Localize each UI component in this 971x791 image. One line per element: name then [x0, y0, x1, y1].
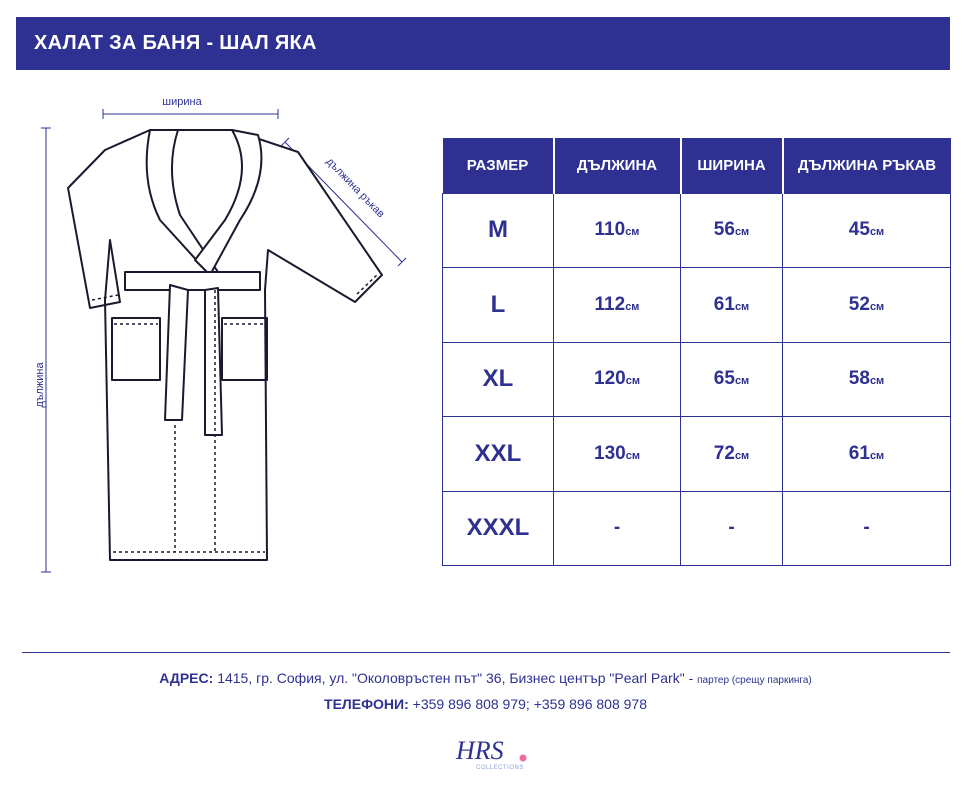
size-cell: XXXL	[443, 491, 554, 566]
width-label: ширина	[162, 96, 202, 108]
sleeve-label: дължина ръкав	[323, 155, 387, 221]
size-table	[442, 138, 951, 566]
hrs-logo	[448, 733, 538, 773]
header-sleeve: ДЪЛЖИНА РЪКАВ	[783, 138, 951, 193]
unit-label: см	[869, 375, 885, 388]
sleeve-cell: 52см	[783, 268, 951, 343]
length-cell: -	[554, 491, 681, 566]
address-note: партер (срещу паркинга)	[697, 675, 812, 686]
width-cell: -	[681, 491, 783, 566]
header-width: ШИРИНА	[681, 138, 783, 193]
unit-label: см	[734, 449, 750, 462]
phone-line	[0, 696, 971, 712]
phone-label: ТЕЛЕФОНИ:	[324, 696, 409, 712]
width-cell: 65см	[681, 342, 783, 417]
width-cell: 56см	[681, 193, 783, 268]
page-title: ХАЛАТ ЗА БАНЯ - ШАЛ ЯКА	[34, 32, 317, 54]
width-cell: 61см	[681, 268, 783, 343]
length-dimension	[41, 128, 51, 572]
length-label: дължина	[34, 362, 46, 408]
unit-label: см	[869, 226, 885, 239]
header-length: ДЪЛЖИНА	[554, 138, 681, 193]
length-cell: 110см	[554, 193, 681, 268]
table-header-row	[443, 138, 951, 193]
table-row	[443, 193, 951, 268]
unit-label: см	[625, 449, 640, 462]
address-text: 1415, гр. София, ул. "Околовръстен път" 36, Бизнес център "Pearl Park" -	[217, 670, 698, 686]
unit-label: см	[734, 300, 750, 313]
size-cell: XXL	[443, 417, 554, 492]
unit-label: см	[869, 300, 885, 313]
phone-text: +359 896 808 979; +359 896 808 978	[412, 696, 647, 712]
unit-label: см	[625, 375, 640, 388]
logo-subtext: COLLECTIONS	[476, 765, 524, 771]
table-row	[443, 491, 951, 566]
unit-label: см	[869, 449, 885, 462]
address-label: АДРЕС:	[159, 670, 214, 686]
length-cell: 120см	[554, 342, 681, 417]
header-bar	[16, 17, 950, 70]
footer-divider	[22, 652, 950, 653]
header-size: РАЗМЕР	[443, 138, 554, 193]
table-row	[443, 268, 951, 343]
size-cell: L	[443, 268, 554, 343]
length-cell: 130см	[554, 417, 681, 492]
sleeve-cell: 45см	[783, 193, 951, 268]
size-cell: M	[443, 193, 554, 268]
unit-label: см	[625, 226, 640, 239]
table-row	[443, 342, 951, 417]
logo-dot	[520, 755, 527, 762]
length-cell: 112см	[554, 268, 681, 343]
sleeve-cell: 58см	[783, 342, 951, 417]
unit-label: см	[625, 300, 640, 313]
sleeve-cell: 61см	[783, 417, 951, 492]
width-dimension	[103, 109, 278, 119]
bathrobe-illustration	[30, 90, 420, 580]
unit-label: см	[734, 375, 750, 388]
robe-outline	[68, 130, 382, 560]
size-cell: XL	[443, 342, 554, 417]
logo-text: HRS	[456, 736, 504, 765]
sleeve-cell: -	[783, 491, 951, 566]
address-line	[0, 670, 971, 686]
table-row	[443, 417, 951, 492]
width-cell: 72см	[681, 417, 783, 492]
unit-label: см	[734, 226, 750, 239]
